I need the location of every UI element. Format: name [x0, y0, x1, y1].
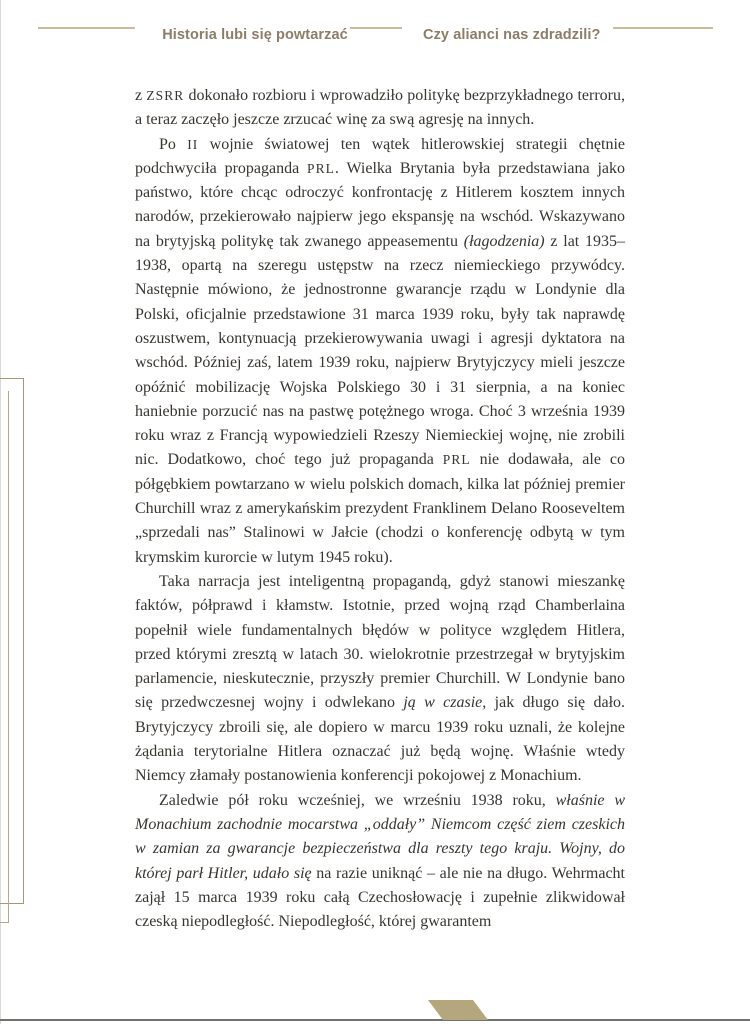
- text-run: dokonało rozbioru i wprowadziło politykę bezprzykładnego terroru, a teraz zaczęło jeszcze zrzucać winę za swą agresję na innych.: [135, 87, 625, 129]
- body-paragraph: [135, 84, 625, 133]
- text-run: (łagodzenia): [463, 232, 545, 250]
- text-run: ją w czasie: [403, 694, 483, 712]
- text-run: . Wielka Brytania była przedstawiana jako państwo, które chcąc odroczyć konfrontację z Hitlerem kosztem innych narodów, przekierowało najpierw jego ekspansję na wschód. Wskazywano na brytyjską politykę tak zwanego appeasementu: [135, 159, 625, 250]
- corner-parallelogram-ornament: [428, 1000, 488, 1020]
- header-rule-left: [38, 27, 135, 29]
- text-run: Taka narracja jest inteligentną propagandą, gdyż stanowi mieszankę faktów, półprawd i kłamstw. Istotnie, przed wojną rząd Chamberlaina popełnił wiele fundamentalnych błędów w polityce względem Hitlera, przed którymi zresztą w latach 30. wielokrotnie przestrzegał w brytyjskim parlamencie, nieskutecznie, przyszły premier Churchill. W Londynie bano się przedwczesnej wojny i odwlekano: [135, 572, 625, 712]
- text-run: Po: [159, 135, 188, 153]
- header-rule-right: [613, 27, 713, 29]
- text-run: PRL: [307, 160, 335, 176]
- text-run: II: [187, 136, 199, 152]
- body-paragraph: [135, 789, 625, 935]
- text-run: z: [135, 87, 147, 104]
- page-bottom-edge: [0, 1019, 750, 1021]
- body-paragraph: [135, 133, 625, 570]
- text-run: na razie uniknąć – ale nie na długo. Wehrmacht zajął 15 marca 1939 roku całą Czechosłowację i zupełnie zlikwidował czeską niepodległość. Niepodległość, której gwarantem: [135, 864, 626, 931]
- body-paragraph: [135, 570, 625, 789]
- text-run: ZSRR: [146, 88, 185, 103]
- text-run: wojnie światowej ten wątek hitlerowskiej strategii chętnie podchwyciła propaganda: [135, 135, 625, 177]
- margin-ornament-inner-frame: [0, 391, 9, 923]
- text-run: , jak długo się dało. Brytyjczycy zbroili się, ale dopiero w marcu 1939 roku uznali, że kolejne żądania terytorialne Hitlera oznaczać już będą wojnę. Właśnie wtedy Niemcy złamały postanowienia konferencji pokojowej z Monachium.: [135, 694, 626, 785]
- text-run: PRL: [442, 452, 471, 468]
- text-run: nie dodawała, ale co półgębkiem powtarzano w wielu polskich domach, kilka lat później premier Churchill wraz z amerykańskim prezydent Franklinem Delano Rooseveltem „sprzedali nas” Stalinowi w Jałcie (chodzi o konferencję odbytą w tym krymskim kurorcie w lutym 1945 roku).: [135, 451, 625, 566]
- running-head-chapter: Historia lubi się powtarzać: [162, 27, 348, 43]
- text-run: właśnie w Monachium zachodnie mocarstwa „oddały” Niemcom część ziem czeskich w zamian za gwarancje bezpieczeństwa dla reszty tego kraju. Wojny, do której parł Hitler, udało się: [135, 791, 625, 882]
- text-run: Zaledwie pół roku wcześniej, we wrześniu 1938 roku,: [159, 791, 556, 809]
- header-rule-middle: [350, 27, 402, 29]
- body-text: [135, 84, 625, 934]
- running-head-section: Czy alianci nas zdradzili?: [423, 27, 601, 43]
- text-run: z lat 1935–1938, opartą na szeregu ustępstw na rzecz niemieckiego przywódcy. Następnie mówiono, że jednostronne gwarancje rządu w Londynie dla Polski, oficjalnie przedstawione 31 marca 1939 roku, były tak naprawdę oszustwem, kontynuacją przekierowywania uwagi i agresji dyktatora na wschód. Później zaś, latem 1939 roku, najpierw Brytyjczycy mieli jeszcze opóźnić mobilizację Wojska Polskiego 30 i 31 sierpnia, a na koniec haniebnie porzucić nas na pastwę potężnego wroga. Choć 3 września 1939 roku wraz z Francją wypowiedzieli Rzeszy Niemieckiej wojnę, nie zrobili nic. Dodatkowo, choć tego już propaganda: [135, 232, 626, 469]
